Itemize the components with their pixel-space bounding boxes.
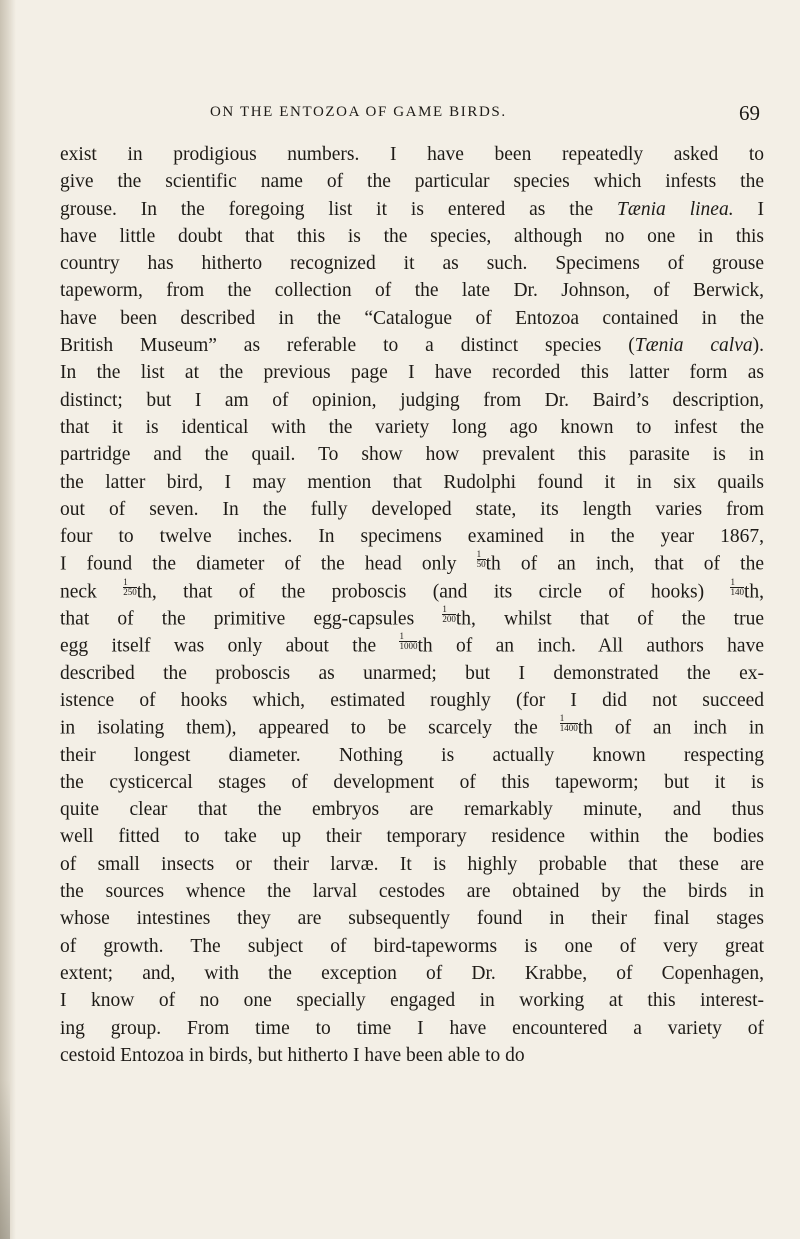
text-line	[60, 523, 764, 550]
line-text: quite clear that the embryos are remarkably minute, and thus	[60, 799, 764, 821]
text-line	[60, 960, 764, 987]
text-line	[60, 441, 764, 468]
fraction-denominator: 140	[730, 586, 744, 597]
text-line	[60, 660, 764, 687]
line-text: partridge and the quail. To show how prevalent this parasite is in	[60, 444, 764, 466]
line-text: distinct; but I am of opinion, judging from Dr. Baird’s description,	[60, 389, 764, 411]
text-line	[60, 1015, 764, 1042]
line-text: egg itself was only about the	[60, 635, 400, 657]
text-line	[60, 141, 764, 168]
fraction-hooks	[560, 714, 578, 733]
line-text: country has hitherto recognized it as such. Specimens of grouse	[60, 253, 764, 275]
line-text: th of an inch. All authors have	[417, 635, 764, 657]
text-line	[60, 632, 764, 659]
line-text: istence of hooks which, estimated roughly (for I did not succeed	[60, 689, 764, 711]
line-text: grouse. In the foregoing list it is entered as the	[60, 198, 618, 220]
spine-shadow	[0, 1080, 10, 1239]
fraction-head	[477, 550, 486, 569]
line-text: that it is identical with the variety long ago known to infest the	[60, 416, 764, 438]
text-line	[60, 223, 764, 250]
species-name-taenia-calva: Tænia calva	[634, 335, 753, 357]
line-text: I	[733, 198, 765, 220]
line-text: have little doubt that this is the species, although no one in this	[60, 225, 764, 247]
fraction-numerator: 1	[476, 549, 482, 560]
line-text: In the list at the previous page I have recorded this latter form as	[60, 362, 764, 384]
line-text: described the proboscis as unarmed; but I demonstrated the ex-	[60, 662, 764, 684]
running-title: ON THE ENTOZOA OF GAME BIRDS.	[210, 104, 507, 120]
line-text: th of an inch in	[577, 717, 764, 739]
text-line	[60, 933, 764, 960]
line-text: I know of no one specially engaged in working at this interest-	[60, 990, 764, 1012]
text-line	[60, 823, 764, 850]
fraction-denominator: 1400	[559, 723, 578, 734]
line-text: well fitted to take up their temporary residence within the bodies	[60, 826, 764, 848]
text-line	[60, 605, 764, 632]
text-line	[60, 196, 764, 223]
text-line	[60, 905, 764, 932]
line-text: th, that of the proboscis (and its circle of hooks)	[136, 581, 731, 602]
body-paragraph	[60, 141, 764, 1069]
text-line	[60, 851, 764, 878]
text-line	[60, 550, 764, 577]
text-line	[60, 714, 764, 741]
line-text: tapeworm, from the collection of the late Dr. Johnson, of Berwick,	[60, 280, 764, 302]
line-text: give the scientific name of the particular species which infests the	[60, 171, 764, 193]
fraction-neck	[123, 578, 137, 597]
text-line	[60, 796, 764, 823]
line-text: that of the primitive egg-capsules	[60, 608, 443, 630]
fraction-denominator: 200	[442, 614, 456, 625]
line-text: of growth. The subject of bird-tapeworms is one of very great	[60, 935, 764, 957]
text-line	[60, 250, 764, 277]
text-line	[60, 305, 764, 332]
line-text: out of seven. In the fully developed state, its length varies from	[60, 498, 764, 520]
line-text: the cysticercal stages of development of this tapeworm; but it is	[60, 771, 764, 793]
text-line	[60, 414, 764, 441]
text-line	[60, 769, 764, 796]
line-text: neck	[60, 581, 124, 602]
text-line	[60, 496, 764, 523]
line-text: have been described in the “Catalogue of Entozoa contained in the	[60, 307, 764, 329]
line-text: of small insects or their larvæ. It is highly probable that these are	[60, 853, 764, 875]
page-number: 69	[739, 101, 760, 125]
text-line	[60, 987, 764, 1014]
line-text: four to twelve inches. In specimens examined in the year 1867,	[60, 526, 764, 548]
line-text: British Museum” as referable to a distinct species (	[60, 335, 635, 357]
fraction-denominator: 250	[123, 586, 137, 597]
line-text: I found the diameter of the head only	[60, 553, 477, 575]
text-line	[60, 687, 764, 714]
text-line	[60, 168, 764, 195]
fraction-egg-capsules	[442, 605, 456, 624]
line-text: th of an inch, that of the	[485, 553, 764, 575]
line-text: in isolating them), appeared to be scarcely the	[60, 717, 560, 739]
fraction-egg	[399, 632, 417, 651]
binding-edge	[0, 0, 16, 1239]
page-header	[60, 101, 760, 128]
species-name-taenia-linea: Tænia linea.	[617, 198, 734, 220]
text-line	[60, 1042, 764, 1069]
text-line	[60, 387, 764, 414]
line-text: ).	[752, 335, 764, 357]
fraction-numerator: 1	[559, 713, 565, 724]
fraction-denominator: 50	[476, 559, 486, 570]
fraction-numerator: 1	[123, 576, 128, 587]
text-line	[60, 878, 764, 905]
line-text: th, whilst that of the true	[455, 608, 764, 630]
fraction-numerator: 1	[442, 604, 447, 615]
text-line	[60, 469, 764, 496]
line-text: whose intestines they are subsequently found in their final stages	[60, 908, 764, 930]
line-text: their longest diameter. Nothing is actually known respecting	[60, 744, 764, 766]
line-text: exist in prodigious numbers. I have been repeatedly asked to	[60, 144, 764, 165]
line-text: cestoid Entozoa in birds, but hitherto I have been able to do	[60, 1044, 525, 1066]
line-text: extent; and, with the exception of Dr. Krabbe, of Copenhagen,	[60, 962, 764, 984]
fraction-proboscis	[730, 578, 744, 597]
text-line	[60, 332, 764, 359]
text-line	[60, 277, 764, 304]
text-line	[60, 359, 764, 386]
line-text: the sources whence the larval cestodes are obtained by the birds in	[60, 881, 764, 903]
fraction-numerator: 1	[730, 576, 735, 587]
fraction-numerator: 1	[399, 631, 404, 642]
fraction-denominator: 1000	[399, 641, 418, 652]
line-text: the latter bird, I may mention that Rudolphi found it in six quails	[60, 471, 764, 493]
text-line	[60, 742, 764, 769]
line-text: ing group. From time to time I have encountered a variety of	[60, 1017, 764, 1039]
line-text: th,	[743, 581, 765, 602]
text-line	[60, 578, 764, 605]
